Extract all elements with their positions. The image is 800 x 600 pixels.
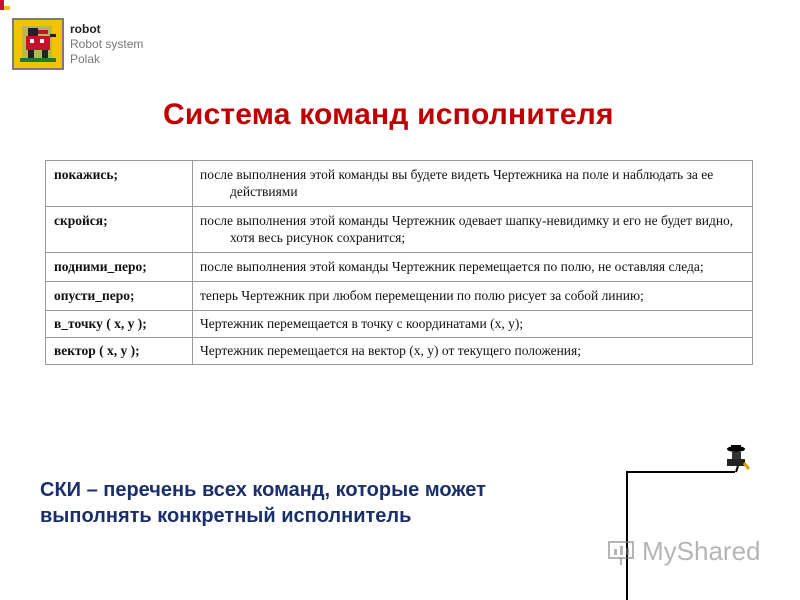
command-name: покажись;	[46, 161, 193, 207]
command-name: скройся;	[46, 207, 193, 253]
command-description: после выполнения этой команды вы будете видеть Чертежника на поле и наблюдать за ее действиями	[200, 167, 714, 199]
command-name: вектор ( x, y );	[46, 338, 193, 365]
logo-line-2: Robot system	[70, 37, 144, 51]
page-title: Система команд исполнителя	[163, 98, 614, 131]
watermark	[606, 536, 761, 567]
presentation-icon	[606, 537, 636, 567]
command-description: теперь Чертежник при любом перемещении по полю рисует за собой линию;	[200, 288, 644, 303]
command-description: Чертежник перемещается в точку с координатами (x, y);	[200, 316, 524, 331]
command-name: в_точку ( x, y );	[46, 311, 193, 338]
logo-line-1: robot	[70, 22, 101, 36]
drawer-figure-icon	[727, 445, 749, 472]
command-name: подними_перо;	[46, 253, 193, 282]
watermark-text: MyShared	[642, 536, 761, 566]
command-description: Чертежник перемещается на вектор (x, y) от текущего положения;	[200, 343, 581, 358]
logo-line-3: Polak	[70, 52, 101, 66]
command-name: опусти_перо;	[46, 282, 193, 311]
summary-text: СКИ – перечень всех команд, которые может выполнять конкретный исполнитель	[40, 479, 486, 527]
command-description: после выполнения этой команды Чертежник одевает шапку-невидимку и его не будет видно, хотя весь рисунок сохранится;	[200, 213, 734, 245]
command-description: после выполнения этой команды Чертежник перемещается по полю, не оставляя следа;	[200, 259, 704, 274]
